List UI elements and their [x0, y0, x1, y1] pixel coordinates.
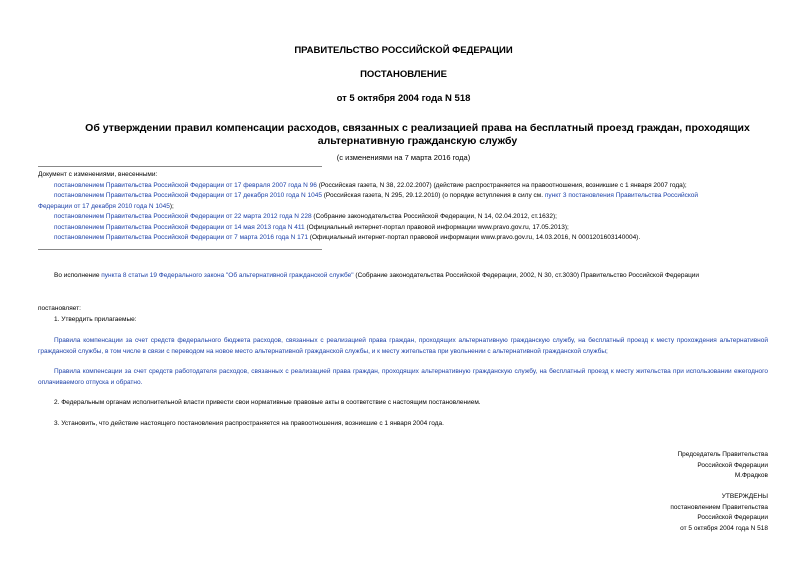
- preamble: Во исполнение пункта 8 статьи 19 Федерального закона "Об альтернативной гражданской службе" (Собрание законодательства Российской Федерации, 2002, N 30, ст.3030) Правительство Российской Федерации: [54, 272, 700, 279]
- changes-intro: Документ с изменениями, внесенными:: [38, 171, 158, 178]
- divider-top: [38, 166, 322, 167]
- document-subtitle: (с изменениями на 7 марта 2016 года): [336, 153, 471, 162]
- change-item: постановлением Правительства Российской Федерации от 22 марта 2012 года N 228 (Собрание законодательства Российской Федерации, N 14, 02.04.2012, ст.1632);: [54, 213, 557, 220]
- changes-list: [38, 170, 773, 244]
- signature-position: Председатель Правительства: [677, 451, 768, 458]
- rules-link-1[interactable]: Правила компенсации за счет средств федерального бюджета расходов, связанных с реализацией права граждан, проходящих альтернативную гражданскую службу, на бесплатный проезд к месту прохождения альтернативной гражданской службы, в том числе в связи с переводом на новое место альтернативной гражданской службы, и к месту жительства при увольнении с альтернативной гражданской службы;: [38, 337, 768, 355]
- change-item: постановлением Правительства Российской Федерации от 17 февраля 2007 года N 96 (Российская газета, N 38, 22.02.2007) (действие распространяется на правоотношения, возникшие с 1 января 2007 года);: [54, 181, 687, 189]
- signature-block: [677, 450, 768, 482]
- approval-line-2: постановлением Правительства: [670, 503, 768, 511]
- decree-word: постановляет:: [38, 305, 81, 312]
- change-link[interactable]: постановлением Правительства Российской Федерации от 22 марта 2012 года N 228: [54, 213, 312, 220]
- point-3: 3. Установить, что действие настоящего постановления распространяется на правоотношения, возникшие с 1 января 2004 года.: [54, 420, 444, 427]
- document-type: ПОСТАНОВЛЕНИЕ: [360, 69, 447, 80]
- change-link[interactable]: постановлением Правительства Российской Федерации от 17 февраля 2007 года N 96: [54, 181, 317, 189]
- point-2: 2. Федеральным органам исполнительной власти привести свои нормативные правовые акты в соответствие с настоящим постановлением.: [54, 399, 481, 406]
- approval-title: УТВЕРЖДЕНЫ: [721, 493, 768, 500]
- change-item-continuation: Федерации от 17 декабря 2010 года N 1045);: [38, 202, 174, 210]
- point-1: 1. Утвердить прилагаемые:: [54, 316, 137, 323]
- rules-link-2[interactable]: Правила компенсации за счет средств работодателя расходов, связанных с реализацией права граждан, проходящих альтернативную гражданскую службу, на бесплатный проезд к месту жительства при использовании ежегодного оплачиваемого отпуска и обратно.: [38, 368, 768, 386]
- change-item: постановлением Правительства Российской Федерации от 14 мая 2013 года N 411 (Официальный интернет-портал правовой информации www.pravo.gov.ru, 17.05.2013);: [54, 223, 569, 231]
- change-link[interactable]: постановлением Правительства Российской Федерации от 7 марта 2016 года N 171: [54, 234, 308, 241]
- signature-org: Российской Федерации: [697, 461, 768, 469]
- government-heading: ПРАВИТЕЛЬСТВО РОССИЙСКОЙ ФЕДЕРАЦИИ: [294, 45, 513, 56]
- law-link[interactable]: пункта 8 статьи 19 Федерального закона "Об альтернативной гражданской службе": [101, 272, 354, 279]
- approval-line-3: Российской Федерации: [697, 514, 768, 521]
- divider-bottom: [38, 249, 322, 250]
- change-link-secondary[interactable]: пункт 3 постановления Правительства Российской: [544, 192, 699, 199]
- document-title: Об утверждении правил компенсации расходов, связанных с реализацией права на бесплатный проезд граждан, проходящих альтернативную гражданскую службу: [85, 122, 750, 147]
- change-link[interactable]: постановлением Правительства Российской Федерации от 17 декабря 2010 года N 1045: [54, 192, 322, 199]
- change-link-secondary-cont[interactable]: Федерации от 17 декабря 2010 года N 1045: [38, 202, 170, 210]
- document-date-number: от 5 октября 2004 года N 518: [336, 93, 471, 104]
- change-item: постановлением Правительства Российской Федерации от 7 марта 2016 года N 171 (Официальный интернет-портал правовой информации www.pravo.gov.ru, 14.03.2016, N 0001201603140004).: [54, 234, 641, 241]
- approval-block: [670, 492, 768, 534]
- approval-line-4: от 5 октября 2004 года N 518: [680, 524, 768, 532]
- change-link[interactable]: постановлением Правительства Российской Федерации от 14 мая 2013 года N 411: [54, 223, 305, 231]
- signature-name: М.Фрадков: [734, 472, 768, 479]
- change-item: постановлением Правительства Российской Федерации от 17 декабря 2010 года N 1045 (Российская газета, N 295, 29.12.2010) (о порядке вступления в силу см. пункт 3 постановления Правительства Российской: [54, 192, 699, 199]
